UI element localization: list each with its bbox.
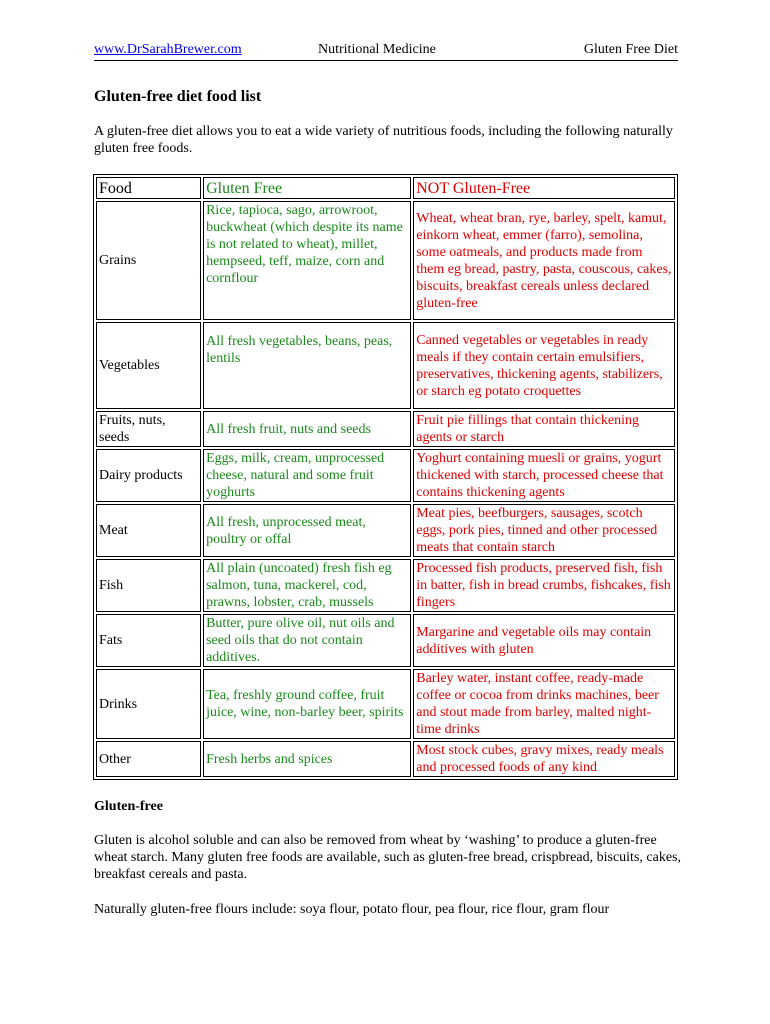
- food-table: [93, 174, 678, 780]
- row-gluten-free: All fresh, unprocessed meat, poultry or offal: [203, 504, 411, 557]
- row-gluten-free: Rice, tapioca, sago, arrowroot, buckwheat (which despite its name is not related to wheat), millet, hempseed, teff, maize, corn and cornflour: [203, 201, 411, 320]
- table-row: [96, 201, 675, 320]
- header-not-gluten-free: NOT Gluten-Free: [413, 177, 675, 199]
- page-header: [94, 42, 678, 61]
- row-not-gluten-free: Barley water, instant coffee, ready-made coffee or cocoa from drinks machines, beer and stout made from barley, malted night-time drinks: [413, 669, 675, 739]
- table-row: [96, 411, 675, 447]
- row-not-gluten-free: Meat pies, beefburgers, sausages, scotch eggs, pork pies, tinned and other processed meats that contain starch: [413, 504, 675, 557]
- header-gluten-free: Gluten Free: [203, 177, 411, 199]
- row-not-gluten-free: Processed fish products, preserved fish, fish in batter, fish in bread crumbs, fishcakes, fish fingers: [413, 559, 675, 612]
- row-gluten-free: All plain (uncoated) fresh fish eg salmon, tuna, mackerel, cod, prawns, lobster, crab, mussels: [203, 559, 411, 612]
- row-gluten-free: Butter, pure olive oil, nut oils and seed oils that do not contain additives.: [203, 614, 411, 667]
- row-category: Drinks: [96, 669, 201, 739]
- table-header-row: [96, 177, 675, 199]
- row-not-gluten-free: Wheat, wheat bran, rye, barley, spelt, kamut, einkorn wheat, emmer (farro), semolina, some oatmeals, and products made from them eg bread, pastry, pasta, couscous, cakes, biscuits, breakfast cereals unless declared gluten-free: [413, 201, 675, 320]
- row-gluten-free: Tea, freshly ground coffee, fruit juice, wine, non-barley beer, spirits: [203, 669, 411, 739]
- table-row: [96, 559, 675, 612]
- table-row: [96, 504, 675, 557]
- table-row: [96, 741, 675, 777]
- row-category: Fish: [96, 559, 201, 612]
- row-not-gluten-free: Fruit pie fillings that contain thickening agents or starch: [413, 411, 675, 447]
- row-category: Fats: [96, 614, 201, 667]
- row-gluten-free: All fresh vegetables, beans, peas, lentils: [203, 322, 411, 409]
- row-gluten-free: Fresh herbs and spices: [203, 741, 411, 777]
- row-category: Fruits, nuts, seeds: [96, 411, 201, 447]
- header-section: Nutritional Medicine: [318, 42, 436, 57]
- row-not-gluten-free: Margarine and vegetable oils may contain additives with gluten: [413, 614, 675, 667]
- row-category: Vegetables: [96, 322, 201, 409]
- table-row: [96, 449, 675, 502]
- row-not-gluten-free: Yoghurt containing muesli or grains, yogurt thickened with starch, processed cheese that contains thickening agents: [413, 449, 675, 502]
- header-topic: Gluten Free Diet: [583, 42, 678, 57]
- row-gluten-free: Eggs, milk, cream, unprocessed cheese, natural and some fruit yoghurts: [203, 449, 411, 502]
- section-heading: Gluten-free: [94, 799, 163, 814]
- page-title: Gluten-free diet food list: [94, 88, 262, 105]
- row-category: Dairy products: [96, 449, 201, 502]
- table-row: [96, 322, 675, 409]
- table-row: [96, 669, 675, 739]
- table-row: [96, 614, 675, 667]
- paragraph: Gluten is alcohol soluble and can also be removed from wheat by ‘washing’ to produce a gluten-free wheat starch. Many gluten free foods are available, such as gluten-free bread, crispbread, biscuits, cakes, breakfast cereals and pasta.: [94, 833, 681, 882]
- row-category: Other: [96, 741, 201, 777]
- row-gluten-free: All fresh fruit, nuts and seeds: [203, 411, 411, 447]
- header-food: Food: [96, 177, 201, 199]
- row-category: Grains: [96, 201, 201, 320]
- row-category: Meat: [96, 504, 201, 557]
- website-link[interactable]: www.DrSarahBrewer.com: [94, 42, 242, 57]
- row-not-gluten-free: Most stock cubes, gravy mixes, ready meals and processed foods of any kind: [413, 741, 675, 777]
- paragraph: Naturally gluten-free flours include: soya flour, potato flour, pea flour, rice flour, gram flour: [94, 902, 610, 917]
- intro-paragraph: A gluten-free diet allows you to eat a wide variety of nutritious foods, including the following naturally gluten free foods.: [94, 124, 673, 156]
- row-not-gluten-free: Canned vegetables or vegetables in ready meals if they contain certain emulsifiers, preservatives, thickening agents, stabilizers, or starch eg potato croquettes: [413, 322, 675, 409]
